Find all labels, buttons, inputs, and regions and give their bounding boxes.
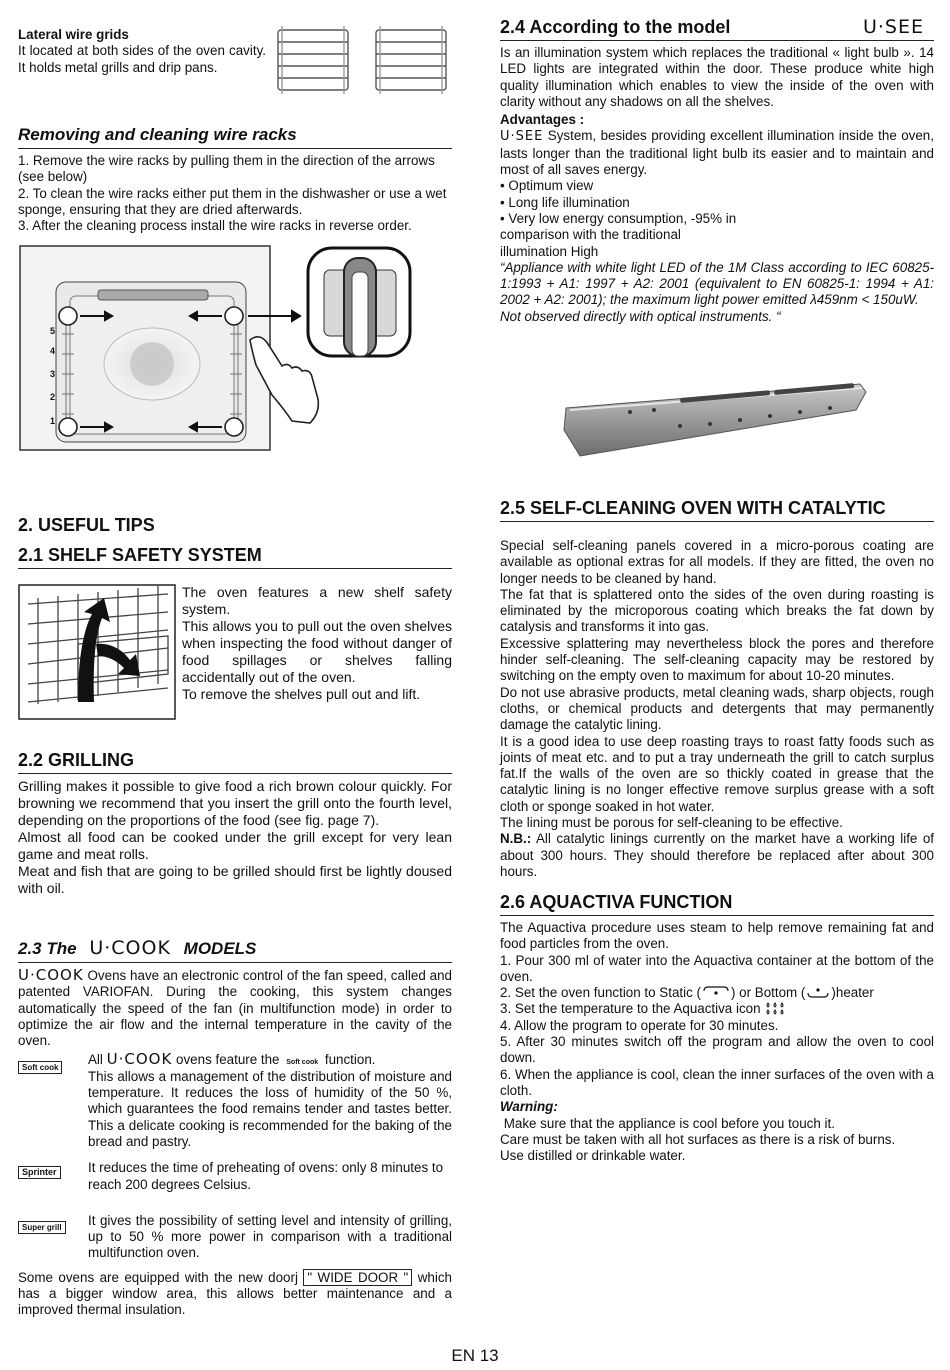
door-post: which has a bigger window area, this allows better maintenance and a improved thermal insulation.	[18, 1269, 452, 1318]
ucook-intro-text: Ovens have an electronic control of the fan speed, called and patented VARIOFAN. During the cooking, this system changes automatically the speed of the fan (in multifunction mode) in order to optimize the air flow and the internal temperature in the cavity of the oven.	[18, 968, 452, 1049]
shelf-text-2: This allows you to pull out the oven shelves when inspecting the food without danger of food spillages or shelves falling accidentally out of the oven.	[182, 618, 452, 685]
static-heater-icon	[701, 985, 731, 999]
page-number: EN 13	[451, 1346, 499, 1365]
step2-mid: ) or Bottom (	[730, 985, 806, 1001]
sprinter-row	[18, 1160, 452, 1193]
shelf-title: 2.1 SHELF SAFETY SYSTEM	[18, 544, 452, 569]
aquactiva-drops-icon	[764, 1001, 786, 1017]
aquactiva-title: 2.6 AQUACTIVA FUNCTION	[500, 891, 934, 916]
level-label-5: 5	[50, 326, 56, 336]
usee-brand-logo: U·SEE	[862, 16, 924, 38]
soft-cook-row	[18, 1051, 452, 1150]
aquactiva-section	[500, 891, 934, 1164]
shelf-text-1: The oven features a new shelf safety system.	[182, 584, 452, 617]
warning-3: Use distilled or drinkable water.	[500, 1148, 686, 1164]
wide-door-text	[18, 1270, 452, 1319]
aquactiva-step-3	[500, 1001, 934, 1017]
wire-grids-illustration	[272, 22, 452, 98]
removing-section	[18, 124, 452, 234]
supergrill-row	[18, 1213, 452, 1262]
level-label-4: 4	[50, 346, 56, 356]
shelf-text-3: To remove the shelves pull out and lift.	[182, 686, 421, 702]
step3-text: 3. Set the temperature to the Aquactiva icon	[500, 1001, 761, 1017]
ucook-brand-inline: U·COOK	[18, 966, 84, 984]
ucook-title	[18, 937, 452, 963]
removing-step-3: 3. After the cleaning process install the wire racks in reverse order.	[18, 218, 412, 234]
shelf-text-block	[182, 584, 452, 703]
soft-cook-line	[88, 1051, 452, 1068]
lateral-text: It located at both sides of the oven cavity. It holds metal grills and drip pans.	[18, 43, 266, 75]
bullet-2: • Long life illumination	[500, 194, 630, 210]
advantages-body: System, besides providing excellent illumination inside the oven, lasts longer than the traditional light bulb its easier and to maintain and most of all saves energy.	[500, 128, 934, 178]
ucook-brand-logo: U·COOK	[89, 937, 171, 959]
aquactiva-step-2	[500, 985, 934, 1001]
oven-rack-diagram	[18, 244, 452, 454]
nb-text: All catalytic linings currently on the market have a working life of about 300 hours. They should therefore be replaced after about 300 hours.	[500, 831, 934, 879]
grilling-p1: Grilling makes it possible to give food a rich brown colour quickly. For browning we recommend that you insert the grill onto the fourth level, depending on the proportions of the food (see fig. page 7).	[18, 778, 452, 828]
grilling-title: 2.2 GRILLING	[18, 749, 452, 774]
aquactiva-step-4: 4. Allow the program to operate for 30 minutes.	[500, 1017, 779, 1033]
catalytic-para-1: Special self-cleaning panels covered in a micro-porous coating are available as optional extras for all models. If they are fitted, the oven no longer needs to be cleaned by hand.	[500, 538, 934, 586]
model-title-text: 2.4 According to the model	[500, 17, 731, 37]
soft-cook-icon: Soft cook	[18, 1061, 62, 1074]
catalytic-para-6: The lining must be porous for self-cleaning to be effective.	[500, 815, 843, 831]
bullet-1: • Optimum view	[500, 178, 594, 194]
lateral-section	[18, 27, 266, 76]
bottom-heater-icon	[805, 985, 831, 999]
aquactiva-step-1: 1. Pour 300 ml of water into the Aquactiva container at the bottom of the oven.	[500, 952, 934, 984]
grilling-p2: Almost all food can be cooked under the grill except for very lean game and meat rolls.	[18, 829, 452, 862]
useful-tips-title: 2. USEFUL TIPS	[18, 515, 155, 535]
advantages-title: Advantages :	[500, 112, 585, 128]
nb-label: N.B.:	[500, 831, 532, 847]
model-intro: Is an illumination system which replaces the traditional « light bulb ». 14 LED lights are integrated within the door. These produce white high quality illumination which enables to view the inside of the oven with clarity without any shadows on all the shelves.	[500, 45, 934, 109]
sprinter-icon: Sprinter	[18, 1166, 61, 1179]
level-label-3: 3	[50, 369, 56, 379]
grilling-section	[18, 749, 452, 897]
ucook-title-post: MODELS	[183, 939, 257, 958]
soft-cook-text: This allows a management of the distribution of moisture and temperature. It reduces the loss of humidity of the 50 %, which guarantees the food remains tender and tastes better. This a delicate cooking is recommended for the baking of the bread and pastry.	[88, 1068, 452, 1149]
step2-post: )heater	[831, 985, 874, 1001]
soft-post: function.	[324, 1052, 376, 1068]
warning-1: Make sure that the appliance is cool before you touch it.	[500, 1115, 835, 1131]
catalytic-section	[500, 497, 934, 880]
lateral-title: Lateral wire grids	[18, 27, 129, 42]
ucook-intro	[18, 967, 452, 1049]
removing-step-2: 2. To clean the wire racks either put them in the dishwasher or use a wet sponge, ensuring that they are dried afterwards.	[18, 185, 447, 217]
ucook-section	[18, 937, 452, 1319]
soft-mid: ovens feature the	[176, 1052, 280, 1068]
useful-tips-section	[18, 514, 452, 573]
bullet-3: • Very low energy consumption, -95% in	[500, 210, 737, 226]
advantages-text	[500, 128, 934, 178]
bullet-cont-2: illumination High	[500, 243, 599, 259]
ucook-title-pre: 2.3 The	[18, 939, 77, 958]
catalytic-nb	[500, 831, 934, 880]
led-bar-illustration	[560, 370, 872, 462]
usee-brand-inline: U·SEE	[500, 129, 544, 145]
catalytic-para-3: Excessive splattering may nevertheless block the pores and therefore hinder self-cleaning. The self-cleaning capacity may be restored by switching on the empty oven to maximum for about 10-20 minutes.	[500, 635, 934, 684]
step2-pre: 2. Set the oven function to Static (	[500, 985, 701, 1001]
catalytic-para-4: Do not use abrasive products, metal cleaning wads, sharp objects, rough cloths, or chemical products and detergents that may permanently damage the catalytic lining.	[500, 684, 934, 733]
aquactiva-step-5: 5. After 30 minutes switch off the program and allow the oven to cool down.	[500, 1034, 934, 1066]
soft-pre: All	[88, 1052, 103, 1068]
soft-cook-inline-icon: Soft cook	[283, 1057, 321, 1068]
led-quote: “Appliance with white light LED of the 1M Class according to IEC 60825- 1:1993 + A1: 1997 + A2: 2001 (equivalent to EN 60825-1: 1994 + A1: 2002 + A2: 2001); the maximum light power emitted λ459nm < 150uW.	[500, 259, 934, 308]
ucook-brand-soft: U·COOK	[106, 1050, 173, 1069]
door-pre: Some ovens are equipped with the new doorj	[18, 1269, 298, 1285]
model-section	[500, 16, 934, 325]
catalytic-para-5: It is a good idea to use deep roasting trays to roast fatty foods such as joints of meat etc. and to put a tray underneath the grill to catch surplus fat.If the walls of the oven are so thickly coated in grease that the catalytic lining is no longer effective remove surplus grease with a soft cloth or sponge soaked in hot water.	[500, 733, 934, 814]
removing-title: Removing and cleaning wire racks	[18, 124, 452, 149]
aquactiva-intro: The Aquactiva procedure uses steam to help remove remaining fat and food particles from the oven.	[500, 920, 934, 952]
catalytic-title: 2.5 SELF-CLEANING OVEN WITH CATALYTIC	[500, 497, 934, 522]
catalytic-para-2: The fat that is splattered onto the sides of the oven during roasting is eliminated by the microporous coating which breaks the fat down by catalysis and transforms it into gas.	[500, 586, 934, 635]
grilling-p3: Meat and fish that are going to be grilled should first be lightly doused with oil.	[18, 863, 452, 896]
bullet-cont-1: comparison with the traditional	[500, 227, 681, 243]
supergrill-text: It gives the possibility of setting level and intensity of grilling, up to 50 % more power in comparison with a traditional multifunction oven.	[88, 1212, 452, 1261]
level-label-2: 2	[50, 392, 56, 402]
model-title	[500, 16, 934, 41]
warning-label: Warning:	[500, 1099, 558, 1115]
removing-step-1: 1. Remove the wire racks by pulling them in the direction of the arrows (see below)	[18, 153, 435, 185]
supergrill-icon: Super grill	[18, 1221, 66, 1234]
aquactiva-step-6: 6. When the appliance is cool, clean the inner surfaces of the oven with a cloth.	[500, 1066, 934, 1098]
led-quote-2: Not observed directly with optical instruments. “	[500, 308, 781, 324]
warning-2: Care must be taken with all hot surfaces as there is a risk of burns.	[500, 1131, 896, 1147]
shelf-safety-illustration	[18, 584, 176, 720]
wide-door-box: " WIDE DOOR "	[303, 1269, 412, 1286]
level-label-1: 1	[50, 416, 56, 426]
sprinter-text: It reduces the time of preheating of ovens: only 8 minutes to reach 200 degrees Celsius.	[88, 1160, 444, 1192]
